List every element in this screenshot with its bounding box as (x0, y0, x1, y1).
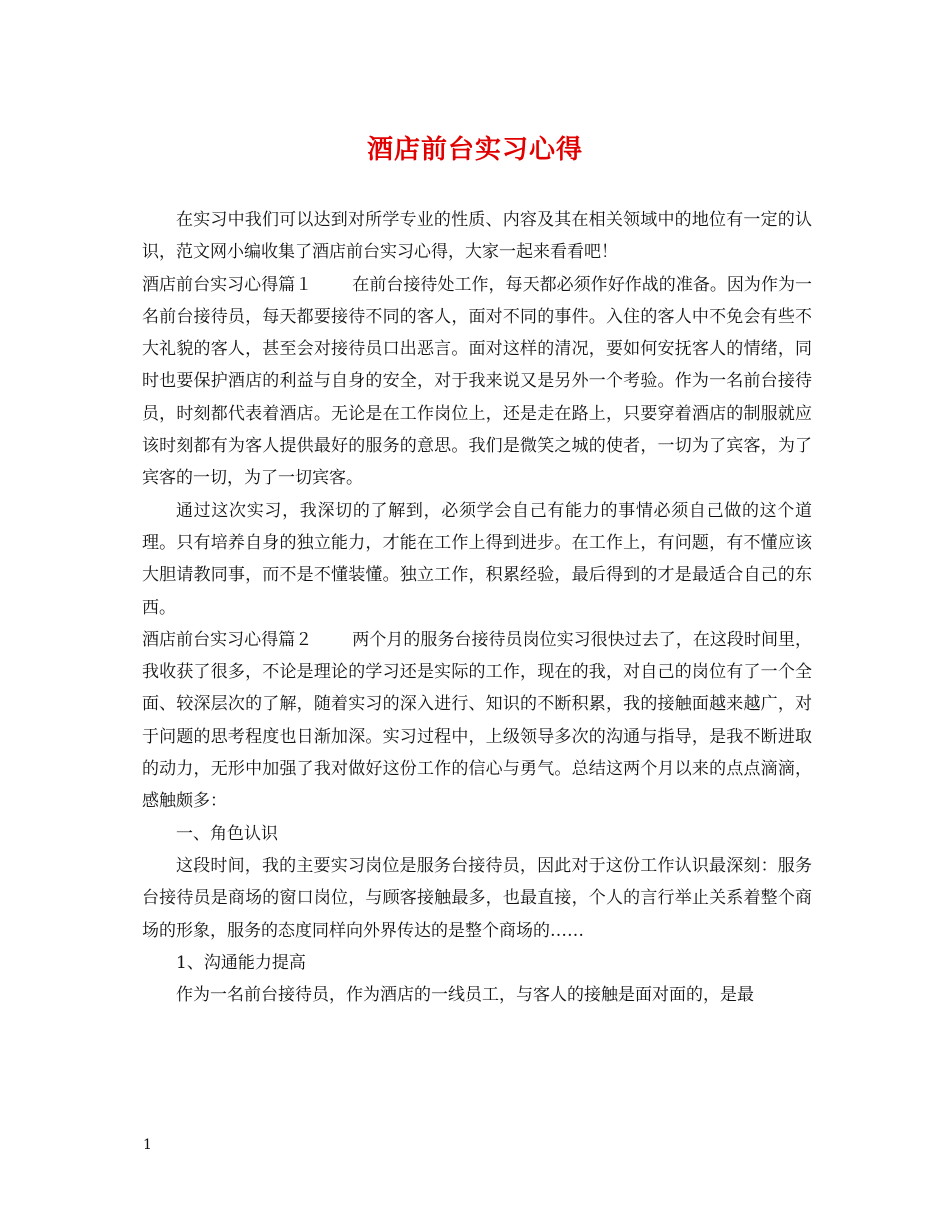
paragraph-text: 作为一名前台接待员，作为酒店的一线员工，与客人的接触是面对面的，是最 (176, 985, 754, 1006)
paragraph-text: 这段时间，我的主要实习岗位是服务台接待员，因此对于这份工作认识最深刻：服务台接待员是商场的窗口岗位，与顾客接触最多，也最直接，个人的言行举止关系着整个商场的形象，服务的态度同样向外界传达的是整个商场的…… (142, 855, 812, 941)
paragraph (142, 850, 812, 947)
paragraph-text: 在实习中我们可以达到对所学专业的性质、内容及其在相关领域中的地位有一定的认识，范文网小编收集了酒店前台实习心得，大家一起来看看吧！ (142, 210, 812, 263)
paragraph (142, 818, 812, 850)
paragraph (142, 204, 812, 269)
paragraph-text: 在前台接待处工作，每天都必须作好作战的准备。因为作为一名前台接待员，每天都要接待不同的客人，面对不同的事件。入住的客人中不免会有些不大礼貌的客人，甚至会对接待员口出恶言。面对这样的清况，要如何安抚客人的情绪，同时也要保护酒店的利益与自身的安全，对于我来说又是另外一个考验。作为一名前台接待员，时刻都代表着酒店。无论是在工作岗位上，还是走在路上，只要穿着酒店的制服就应该时刻都有为客人提供最好的服务的意思。我们是微笑之城的使者，一切为了宾客，为了宾客的一切，为了一切宾客。 (142, 274, 813, 489)
paragraph (142, 495, 812, 624)
paragraph-text: 两个月的服务台接待员岗位实习很快过去了，在这段时间里，我收获了很多，不论是理论的学习还是实际的工作，现在的我，对自己的岗位有了一个全面、较深层次的了解，随着实习的深入进行、知识的不断积累，我的接触面越来越广，对于问题的思考程度也日渐加深。实习过程中，上级领导多次的沟通与指导，是我不断进取的动力，无形中加强了我对做好这份工作的信心与勇气。总结这两个月以来的点点滴滴，感触颇多： (142, 629, 813, 812)
paragraph-text: 通过这次实习，我深切的了解到，必须学会自己有能力的事情必须自己做的这个道理。只有培养自身的独立能力，才能在工作上得到进步。在工作上，有问题，有不懂应该大胆请教同事，而不是不懂装懂。独立工作，积累经验，最后得到的才是最适合自己的东西。 (142, 500, 812, 618)
section-heading: 酒店前台实习心得篇２ (142, 629, 313, 650)
paragraph-text: 1、沟通能力提高 (176, 952, 306, 973)
paragraph (142, 624, 812, 818)
section-heading: 酒店前台实习心得篇１ (142, 274, 313, 295)
paragraph (142, 947, 812, 979)
page-number: 1 (143, 1137, 152, 1153)
paragraph (142, 269, 812, 495)
paragraph (142, 979, 812, 1011)
document-body (142, 204, 812, 1011)
document-title: 酒店前台实习心得 (366, 135, 583, 165)
paragraph-text: 一、角色认识 (176, 823, 278, 844)
